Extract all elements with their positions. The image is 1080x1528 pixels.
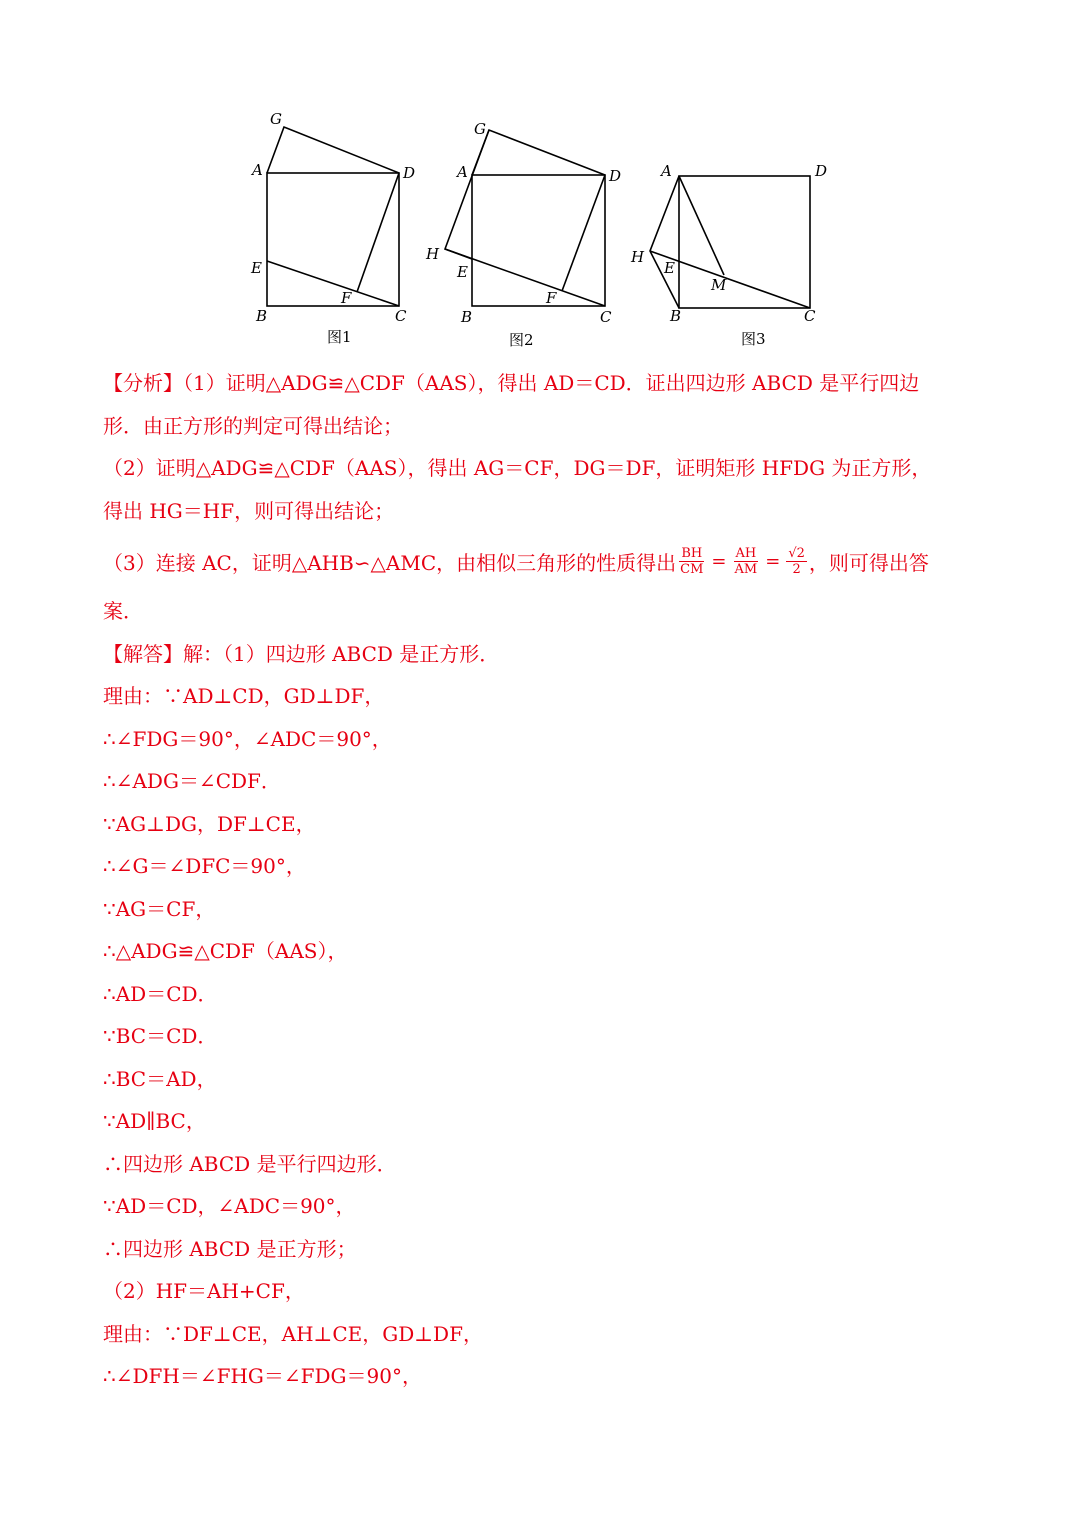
solution-line: 理由：∵DF⊥CE，AH⊥CE，GD⊥DF， bbox=[103, 1321, 483, 1346]
point-label: D bbox=[815, 162, 828, 180]
fraction-numerator: BH bbox=[681, 545, 703, 561]
figures-area bbox=[0, 0, 1080, 360]
point-label: C bbox=[804, 307, 816, 325]
point-label: H bbox=[426, 245, 440, 263]
point-label: C bbox=[600, 308, 612, 326]
solution-line: ∵AD∥BC， bbox=[103, 1109, 206, 1133]
point-label: C bbox=[395, 307, 407, 325]
analysis-line: 得出 HG＝HF，则可得出结论； bbox=[103, 498, 395, 523]
fraction-denominator: 2 bbox=[792, 561, 801, 577]
line-ah-hb-fig3 bbox=[650, 176, 679, 308]
figure-caption: 图2 bbox=[509, 331, 534, 349]
point-label: F bbox=[341, 289, 352, 307]
solution-line: ∴∠DFH＝∠FHG＝∠FDG＝90°， bbox=[103, 1364, 422, 1388]
point-label: A bbox=[457, 163, 468, 181]
point-label: M bbox=[711, 276, 727, 294]
fraction-denominator: CM bbox=[680, 561, 704, 577]
solution-line: 【解答】解：（1）四边形 ABCD 是正方形． bbox=[103, 641, 500, 666]
solution-line: ∵AD＝CD，∠ADC＝90°， bbox=[103, 1194, 356, 1218]
analysis-line: （2）证明△ADG≌△CDF（AAS），得出 AG＝CF，DG＝DF，证明矩形 HFDG 为正方形， bbox=[103, 456, 932, 480]
solution-line: ∴△ADG≌△CDF（AAS）， bbox=[103, 939, 348, 963]
solution-line: ∴BC＝AD， bbox=[103, 1066, 217, 1091]
fraction-ah-am bbox=[733, 546, 760, 577]
solution-line: ∴AD＝CD． bbox=[103, 981, 218, 1006]
point-label: D bbox=[403, 164, 416, 182]
line-hc-fig2 bbox=[445, 249, 605, 306]
line-gh-he-fig2 bbox=[445, 130, 489, 259]
fraction-sqrt2-2 bbox=[786, 546, 807, 577]
square-abcd-fig1 bbox=[267, 173, 399, 306]
solution-lines bbox=[103, 633, 983, 1398]
solution-line: ∴四边形 ABCD 是正方形； bbox=[103, 1236, 357, 1261]
analysis-line-with-fraction bbox=[103, 532, 983, 590]
solution-line: ∴∠ADG＝∠CDF． bbox=[103, 769, 281, 793]
analysis-text: （3）连接 AC，证明△AHB∽△AMC，由相似三角形的性质得出 bbox=[103, 550, 677, 575]
solution-line: ∵BC＝CD． bbox=[103, 1024, 218, 1048]
solution-line: ∴∠G＝∠DFC＝90°， bbox=[103, 854, 306, 878]
point-label: A bbox=[252, 161, 263, 179]
line-am-fig3 bbox=[679, 176, 724, 275]
point-label: H bbox=[631, 248, 645, 266]
point-label: G bbox=[270, 110, 282, 128]
line-df-fig1 bbox=[357, 173, 399, 292]
figure-caption: 图3 bbox=[741, 330, 766, 348]
point-label: A bbox=[661, 162, 672, 180]
point-label: B bbox=[670, 307, 682, 325]
figure-1 bbox=[267, 127, 399, 306]
square-abcd-fig3 bbox=[679, 176, 810, 308]
analysis-text: ，则可得出答 bbox=[808, 550, 929, 575]
solution-line: ∴四边形 ABCD 是平行四边形． bbox=[103, 1151, 397, 1176]
point-label: D bbox=[609, 167, 622, 185]
square-abcd-fig2 bbox=[472, 175, 605, 306]
analysis-line: 【分析】（1）证明△ADG≌△CDF（AAS），得出 AD＝CD．证出四边形 ABCD 是平行四边 bbox=[103, 371, 920, 395]
point-label: B bbox=[461, 308, 473, 326]
analysis-line: 案． bbox=[103, 599, 143, 623]
point-label: E bbox=[457, 263, 468, 281]
triangle-agd-fig1 bbox=[267, 127, 399, 173]
solution-line: （2）HF＝AH+CF， bbox=[103, 1279, 305, 1303]
solution-line: ∵AG＝CF， bbox=[103, 896, 216, 921]
figure-3 bbox=[650, 176, 810, 308]
figure-caption: 图1 bbox=[327, 328, 352, 346]
fraction-denominator: AM bbox=[734, 561, 758, 577]
solution-line: ∴∠FDG＝90°，∠ADC＝90°， bbox=[103, 726, 392, 751]
point-label: F bbox=[546, 289, 557, 307]
line-df-fig2 bbox=[562, 175, 605, 291]
fraction-numerator: AH bbox=[735, 545, 757, 561]
equals-sign: = bbox=[711, 550, 727, 572]
solution-line: 理由：∵AD⊥CD，GD⊥DF， bbox=[103, 684, 385, 708]
equals-sign: = bbox=[765, 550, 781, 572]
point-label: E bbox=[664, 259, 675, 277]
fraction-bh-cm bbox=[678, 546, 705, 577]
point-label: B bbox=[256, 307, 268, 325]
solution-line: ∵AG⊥DG，DF⊥CE， bbox=[103, 811, 316, 836]
answer-text bbox=[103, 362, 983, 1398]
point-label: G bbox=[474, 120, 486, 138]
geometry-figures bbox=[0, 0, 1080, 360]
point-label: E bbox=[251, 259, 262, 277]
line-ec-fig1 bbox=[267, 261, 399, 306]
fraction-numerator: √2 bbox=[788, 545, 805, 561]
figure-2 bbox=[445, 130, 605, 306]
analysis-line: 形．由正方形的判定可得出结论； bbox=[103, 413, 403, 438]
triangle-agd-fig2 bbox=[472, 130, 605, 175]
